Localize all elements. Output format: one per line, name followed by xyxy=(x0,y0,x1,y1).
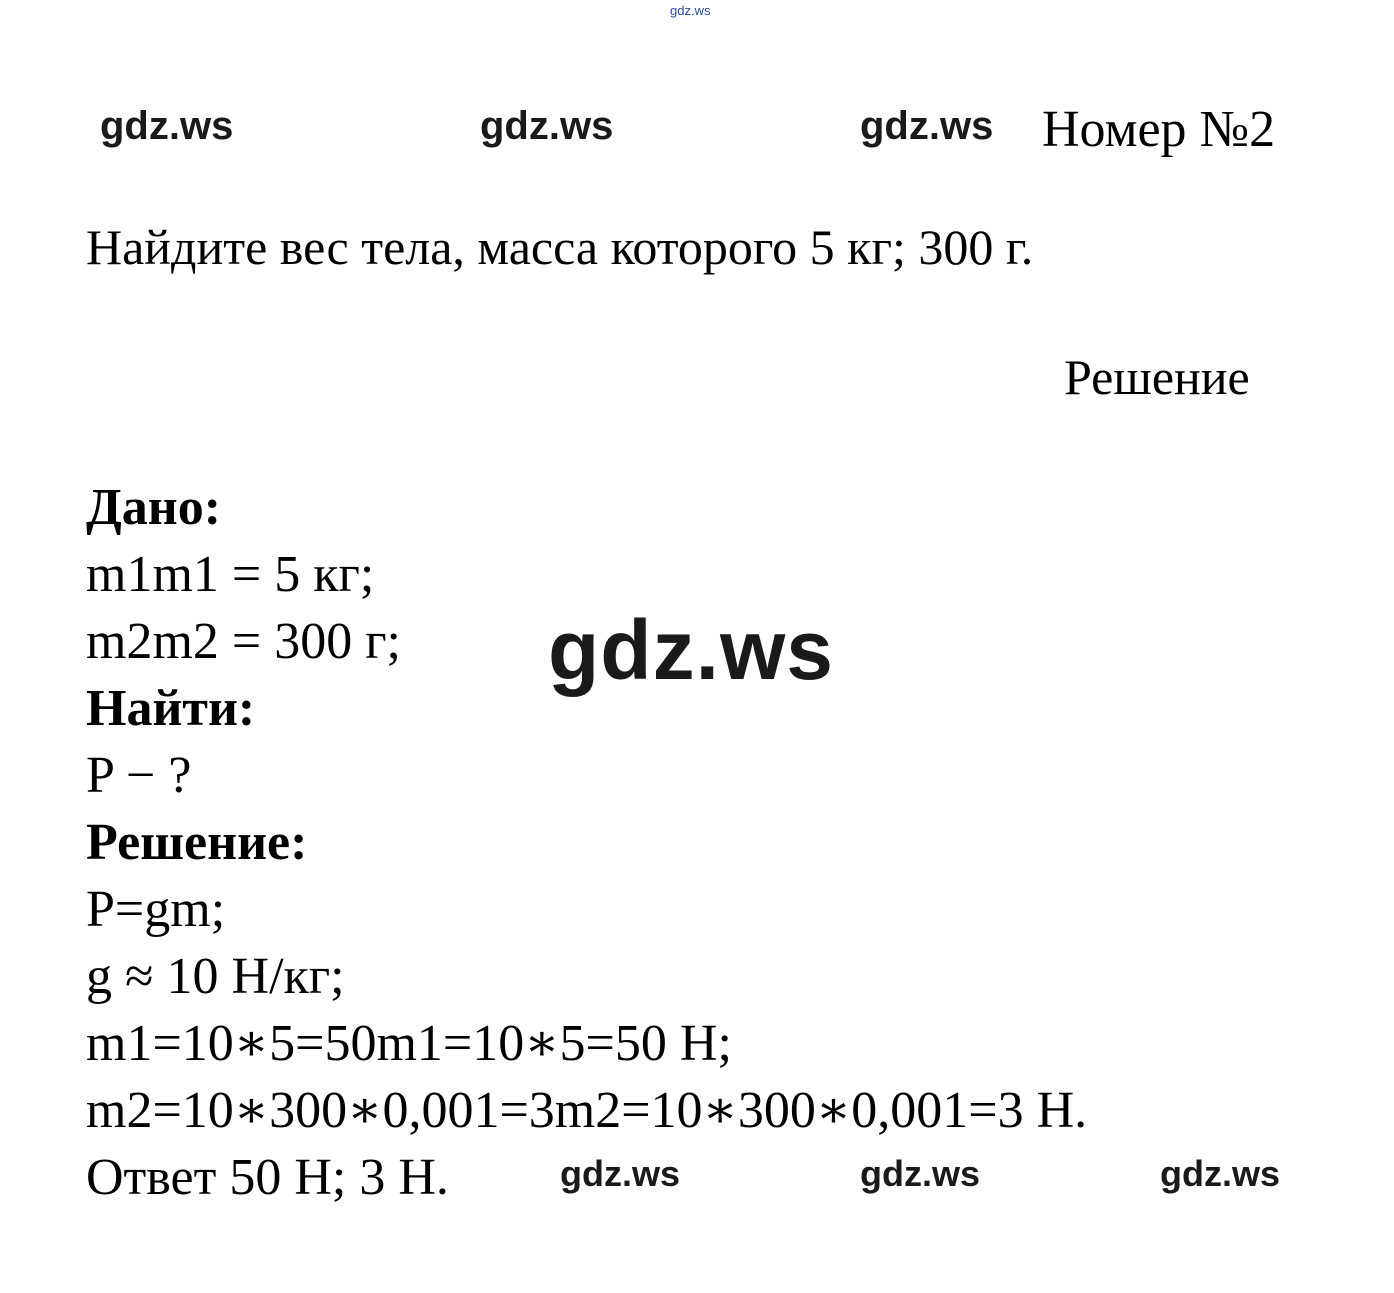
watermark-row-middle: gdz.ws xyxy=(480,104,614,148)
solution-step-2: g ≈ 10 Н/кг; xyxy=(86,948,345,1005)
solution-body xyxy=(86,474,1087,1211)
solution-step-1: P=gm; xyxy=(86,881,226,938)
find-label: Найти: xyxy=(86,680,256,737)
find-line-1: P − ? xyxy=(86,747,192,804)
watermark-row-right: gdz.ws xyxy=(860,104,994,148)
given-line-1: m1m1 = 5 кг; xyxy=(86,546,375,603)
watermark-center: gdz.ws xyxy=(548,603,835,697)
watermark-bottom-left: gdz.ws xyxy=(560,1153,681,1194)
solution-header: Решение xyxy=(1064,349,1250,405)
answer-line: Ответ 50 Н; 3 Н. xyxy=(86,1149,449,1206)
solution-step-3: m1=10∗5=50m1=10∗5=50 Н; xyxy=(86,1015,732,1072)
watermark-row-left: gdz.ws xyxy=(100,104,234,148)
problem-number: Номер №2 xyxy=(1042,101,1276,158)
given-line-2: m2m2 = 300 г; xyxy=(86,613,401,670)
watermark-top: gdz.ws xyxy=(670,3,711,18)
watermark-bottom-middle: gdz.ws xyxy=(860,1153,981,1194)
solution-step-4: m2=10∗300∗0,001=3m2=10∗300∗0,001=3 Н. xyxy=(86,1082,1088,1139)
given-label: Дано: xyxy=(86,479,222,536)
problem-text: Найдите вес тела, масса которого 5 кг; 300 г. xyxy=(86,219,1034,275)
watermark-bottom-right: gdz.ws xyxy=(1160,1153,1281,1194)
solution-label: Решение: xyxy=(86,814,308,871)
